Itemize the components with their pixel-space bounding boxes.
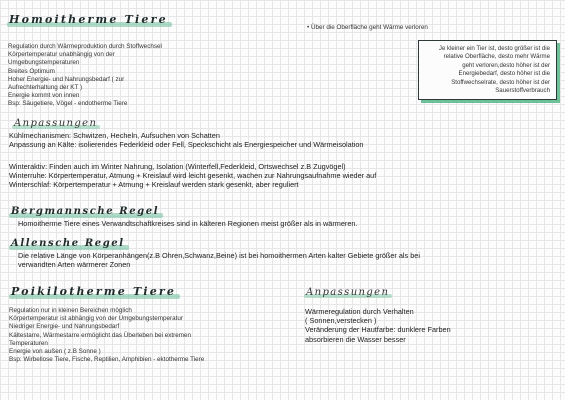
fact-line: Bsp: Wirbellose Tiere, Fische, Reptilien, Amphibien - ektotherme Tiere [9, 356, 205, 364]
homoitherm-facts [8, 43, 162, 109]
box-line: Je kleiner ein Tier ist, desto größer ist die [438, 45, 550, 52]
fact-line: Temperaturen [9, 339, 48, 347]
allen-line: Die relative Länge von Körperanhängen(z.B Ohren,Schwanz,Beine) ist bei homoithermen Arten kalter Gebiete größer als bei [18, 251, 420, 260]
fact-line: Kältestarre, Wärmestarre ermöglicht das Überleben bei extremen [9, 331, 191, 339]
fact-line: Energie von außen ( z.B Sonne ) [9, 348, 101, 356]
heading-bergmannsche-regel: Bergmannsche Regel [11, 206, 160, 217]
heading-anpassungen-homoitherm: Anpassungen [14, 118, 98, 129]
allen-line: verwandten Arten wärmerer Zonen [18, 260, 131, 270]
adaptation-line: Anpassung an Kälte: isolierendes Federkleid oder Fell, Speckschicht als Energiespeicher und Wärmeisolation [9, 140, 364, 150]
heading-poikilotherme-tiere: Poikilotherme Tiere [11, 285, 177, 298]
fact-line: Umgebungstemperaturen [8, 59, 80, 67]
adaptation-line: ( Sonnen,verstecken ) [305, 316, 377, 326]
adaptation-line: Kühlmechanismen: Schwitzen, Hecheln, Aufsuchen von Schatten [9, 131, 220, 140]
allen-text [18, 251, 420, 269]
adaptation-line: absorbieren die Wasser besser [305, 334, 406, 344]
fact-line: Aufrechterhaltung der KT ) [8, 84, 83, 92]
fact-line: Körpertemperatur unabhängig von der [8, 51, 115, 59]
fact-line: Niedriger Energie- und Nahrungsbedarf [9, 323, 120, 331]
adaptation-line: Wärmeregulation durch Verhalten [305, 307, 414, 316]
box-line: Energiebedarf, desto höher ist die [458, 70, 550, 78]
adaptation-line: Veränderung der Hautfarbe: dunklere Farben [305, 325, 451, 335]
box-line: Sauerstoffverbrauch [495, 87, 550, 95]
fact-line: Körpertemperatur ist abhängig von der Umgebungstemperatur [9, 315, 183, 323]
fact-line: Bsp: Säugetiere, Vögel - endotherme Tiere [8, 100, 128, 108]
winter-line: Winteraktiv: Finden auch im Winter Nahrung, Isolation (Winterfell,Federkleid, Ortswechsel z.B Zugvögel) [9, 162, 346, 171]
fact-line: Hoher Energie- und Nahrungsbedarf ( zur [8, 75, 125, 83]
anpassungen-homoitherm-text [9, 131, 364, 149]
anpassungen-poikilotherm-text [305, 307, 451, 344]
fact-line: Regulation nur in kleinen Bereichen möglich [9, 307, 132, 314]
poikilotherm-facts [9, 307, 204, 364]
box-line: geht verloren,desto höher ist der [462, 61, 550, 69]
surface-note [307, 24, 428, 31]
heading-anpassungen-poikilotherm: Anpassungen [306, 287, 390, 298]
fact-line: Energie kommt von innen [8, 92, 80, 100]
heading-homoitherme-tiere: Homoitherme Tiere [9, 13, 168, 26]
fact-line: Regulation durch Wärmeproduktion durch Stoffwechsel [8, 43, 162, 50]
heading-allensche-regel: Allensche Regel [11, 238, 125, 249]
fact-line: Breites Optimum [8, 67, 55, 75]
winter-strategies [9, 162, 376, 190]
winter-line: Winterschlaf: Körpertemperatur + Atmung + Kreislauf werden stark gesenkt, aber reguliert [9, 180, 299, 190]
bergmann-text [18, 219, 357, 228]
box-line: relative Oberfläche, desto mehr Wärme [443, 53, 550, 61]
bergmann-line: Homoitherme Tiere eines Verwandtschaftkreises sind in kälteren Regionen meist größer als in wärmeren. [18, 219, 358, 228]
box-line: Stoffwechselrate, desto höher ist der [451, 78, 550, 86]
winter-line: Winterruhe: Körpertemperatur, Atmung + Kreislauf wird leicht gesenkt, wachen zur Nahrungsaufnahme wieder auf [9, 171, 377, 181]
surface-note-text: Über die Oberfläche geht Wärme verloren [310, 24, 428, 31]
surface-area-info-box [418, 40, 557, 100]
bullet-icon: • [307, 24, 310, 31]
